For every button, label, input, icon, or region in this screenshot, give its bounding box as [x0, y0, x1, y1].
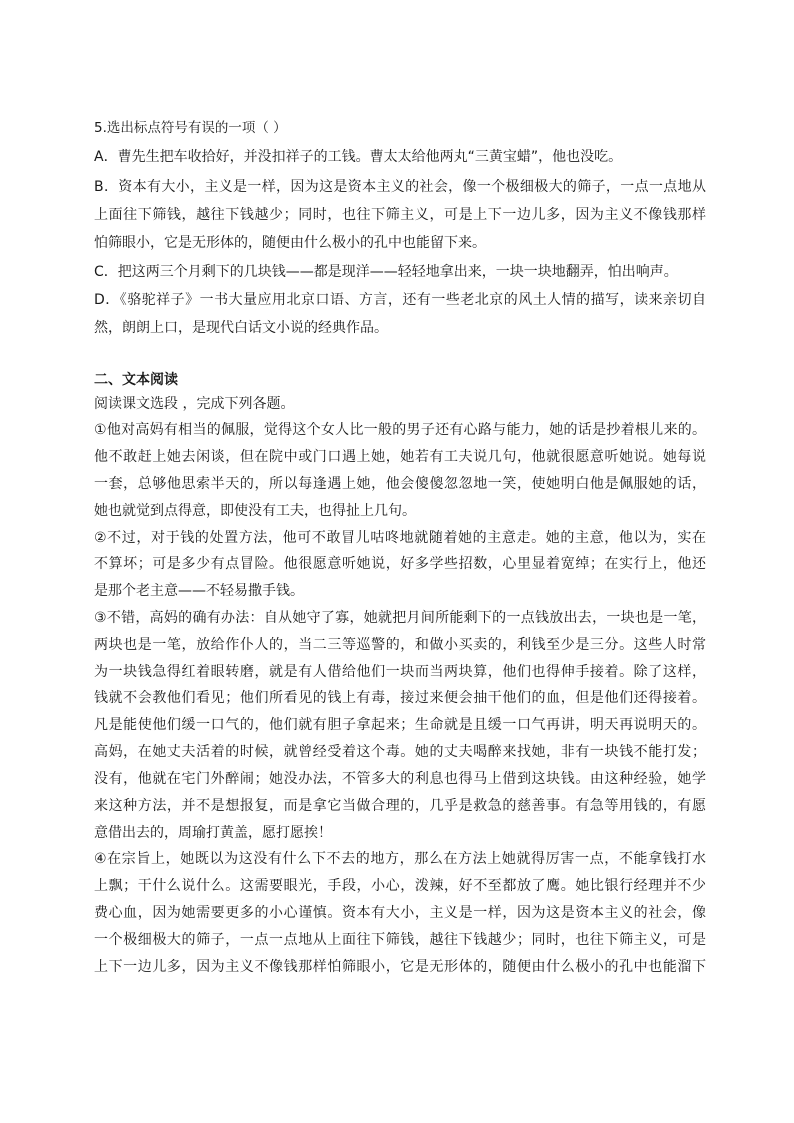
paragraph-3-line-2: 两块也是一笔，放给作仆人的，当二三等巡警的，和做小买卖的，利钱至少是三分。这些人时常 — [94, 637, 706, 653]
paragraph-1-line-4: 她也就觉到点得意，即使没有工夫，也得扯上几句。 — [94, 503, 416, 519]
section-2-heading: 二、文本阅读 — [94, 372, 178, 388]
paragraph-3-line-7: 没有，他就在宅门外醉闹；她没办法，不管多大的利息也得马上借到这块钱。由这种经验，她学 — [94, 771, 706, 787]
question-5-option-b-line-1: B．资本有大小，主义是一样，因为这是资本主义的社会，像一个极细极大的筛子，一点一点地从 — [94, 179, 706, 195]
question-5-option-b-line-2: 上面往下筛钱，越往下钱越少；同时，也往下筛主义，可是上下一边儿多，因为主义不像钱那样 — [94, 207, 706, 223]
paragraph-1-line-2: 他不敢赶上她去闲谈，但在院中或门口遇上她，她若有工夫说几句，他就很愿意听她说。她每说 — [94, 449, 706, 465]
paragraph-3-line-3: 为一块钱急得红着眼转磨，就是有人借给他们一块而当两块算，他们也得伸手接着。除了这样， — [94, 664, 706, 680]
paragraph-3-line-5: 凡是能使他们缓一口气的，他们就有胆子拿起来；生命就是且缓一口气再讲，明天再说明天的。 — [94, 717, 706, 733]
paragraph-2-line-1: ②不过，对于钱的处置方法，他可不敢冒儿咕咚地就随着她的主意走。她的主意，他以为，实在 — [94, 530, 706, 546]
question-5-option-c: C．把这两三个月剩下的几块钱——都是现洋——轻轻地拿出来，一块一块地翻弄，怕出响声。 — [94, 264, 678, 280]
paragraph-3-line-6: 高妈，在她丈夫活着的时候，就曾经受着这个毒。她的丈夫喝醉来找她，非有一块钱不能打发； — [94, 744, 706, 760]
paragraph-4-line-5: 上下一边儿多，因为主义不像钱那样怕筛眼小，它是无形体的，随便由什么极小的孔中也能溜下 — [94, 959, 706, 975]
question-5-stem: 5.选出标点符号有误的一项（ ） — [94, 120, 287, 136]
paragraph-3-line-8: 来这种方法，并不是想报复，而是拿它当做合理的，几乎是救急的慈善事。有急等用钱的，有愿 — [94, 798, 706, 814]
paragraph-1-line-3: 一套，总够他思索半天的，所以每逢遇上她，他会傻傻忽忽地一笑，使她明白他是佩服她的话， — [94, 476, 706, 492]
paragraph-2-line-3: 是那个老主意——不轻易撒手钱。 — [94, 583, 304, 599]
question-5-option-d-line-2: 然，朗朗上口，是现代白话文小说的经典作品。 — [94, 320, 388, 336]
question-5-option-a: A．曹先生把车收拾好，并没扣祥子的工钱。曹太太给他两丸“三黄宝蜡”，他也没吃。 — [94, 149, 623, 165]
paragraph-3-line-4: 钱就不会教他们看见；他们所看见的钱上有毒，接过来便会抽干他们的血，但是他们还得接着。 — [94, 690, 706, 706]
paragraph-1-line-1: ①他对高妈有相当的佩服，觉得这个女人比一般的男子还有心路与能力，她的话是抄着根儿来的。 — [94, 422, 706, 438]
paragraph-2-line-2: 不算坏；可是多少有点冒险。他很愿意听她说，好多学些招数，心里显着宽绰；在实行上，他还 — [94, 556, 706, 572]
paragraph-4-line-1: ④在宗旨上，她既以为这没有什么下不去的地方，那么在方法上她就得厉害一点，不能拿钱打水 — [94, 851, 706, 867]
paragraph-4-line-2: 上飘；干什么说什么。这需要眼光，手段，小心，泼辣，好不至都放了鹰。她比银行经理并不少 — [94, 878, 706, 894]
paragraph-4-line-4: 一个极细极大的筛子，一点一点地从上面往下筛钱，越往下钱越少；同时，也往下筛主义，可是 — [94, 932, 706, 948]
question-5-option-b-line-3: 怕筛眼小，它是无形体的，随便由什么极小的孔中也能留下来。 — [94, 235, 486, 251]
question-5-option-d-line-1: D．《骆驼祥子》一书大量应用北京口语、方言，还有一些老北京的风土人情的描写，读来亲切自 — [94, 292, 706, 308]
paragraph-3-line-9: 意借出去的，周瑜打黄盖，愿打愿挨！ — [94, 825, 332, 841]
section-2-instruction: 阅读课文选段 ，完成下列各题。 — [94, 396, 295, 412]
paragraph-3-line-1: ③不错，高妈的确有办法：自从她守了寡，她就把月间所能剩下的一点钱放出去，一块也是一笔， — [94, 610, 706, 626]
paragraph-4-line-3: 费心血，因为她需要更多的小心谨慎。资本有大小，主义是一样，因为这是资本主义的社会，像 — [94, 905, 706, 921]
